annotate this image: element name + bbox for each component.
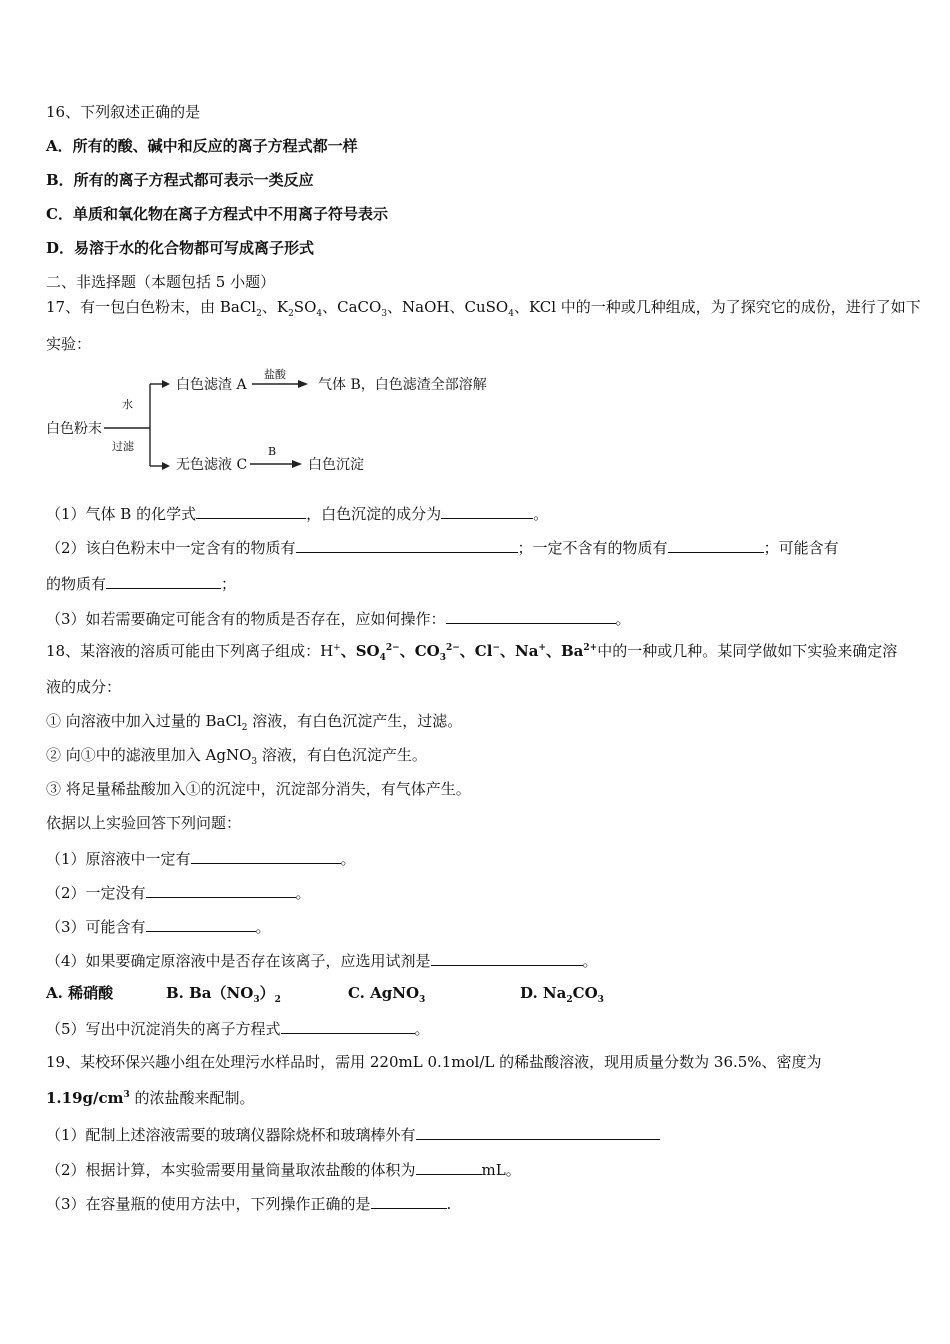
q19-part3 <box>46 1192 451 1212</box>
subscript: 3 <box>253 995 260 1005</box>
subscript: 2 <box>274 995 281 1005</box>
q18-part-text: 。 <box>255 918 271 936</box>
subscript: 4 <box>316 309 323 319</box>
q17-stem-part: 、NaOH、CuSO <box>387 298 509 316</box>
q18-part-text: 。 <box>340 850 356 868</box>
q18-part-text: 。 <box>582 952 598 970</box>
q18-part2 <box>46 881 311 901</box>
q17-stem <box>46 297 921 317</box>
q16-option-a: A．所有的酸、碱中和反应的离子方程式都一样 <box>46 137 358 155</box>
diagram-residue-a: 白色滤渣 A <box>176 377 247 393</box>
arrowhead-top <box>162 380 170 388</box>
subscript: 4 <box>508 309 514 319</box>
q18-step-text: 溶液，有白色沉淀产生，过滤。 <box>247 712 463 730</box>
answer-blank[interactable] <box>196 502 306 519</box>
subscript: 3 <box>439 653 446 663</box>
diagram-filter: 过滤 <box>112 440 134 453</box>
q18-part1 <box>46 847 356 867</box>
superscript: − <box>492 643 500 653</box>
q18-stem-part: 18、某溶液的溶质可能由下列离子组成：H <box>46 642 334 660</box>
q17-part1-text: 。 <box>533 505 549 523</box>
superscript: + <box>538 643 546 653</box>
answer-blank[interactable] <box>106 572 221 589</box>
subscript: 2 <box>241 723 248 733</box>
q16-stem-text: 16、下列叙述正确的是 <box>46 103 201 121</box>
subscript: 2 <box>566 995 573 1005</box>
answer-blank[interactable] <box>281 1017 415 1034</box>
q17-part2-text: ；可能含有 <box>763 539 839 557</box>
q17-part2-text: ；一定不含有的物质有 <box>517 539 668 557</box>
q18-intro: 依据以上实验回答下列问题： <box>46 814 242 832</box>
q17-stem-part: SO <box>293 298 317 316</box>
q18-step1 <box>46 711 462 731</box>
flow-arrows <box>46 366 566 478</box>
superscript: 2+ <box>583 643 598 653</box>
q18-part-text: （1）原溶液中一定有 <box>46 850 191 868</box>
option-text: D. Na <box>520 984 567 1002</box>
q17-part2-text: （2）该白色粉末中一定含有的物质有 <box>46 539 296 557</box>
diagram-acid: 盐酸 <box>264 368 286 381</box>
q18-step2 <box>46 745 427 765</box>
q18-part-text: 。 <box>295 884 311 902</box>
q18-part-text: （4）如果要确定原溶液中是否存在该离子，应选用试剂是 <box>46 952 431 970</box>
q19-part2 <box>46 1158 521 1178</box>
arrowhead-reagent-b <box>292 460 302 468</box>
q17-flow-diagram <box>46 366 566 478</box>
subscript: 3 <box>597 995 604 1005</box>
q17-part2-text: ； <box>221 575 237 593</box>
q18-step-text: ② 向①中的滤液里加入 AgNO <box>46 746 252 764</box>
q17-part3-text: 。 <box>615 610 631 628</box>
section-heading: 二、非选择题（本题包括 5 小题） <box>46 273 276 291</box>
answer-blank[interactable] <box>296 536 518 553</box>
q18-option-c <box>348 983 425 1003</box>
superscript: 2− <box>385 643 400 653</box>
q19-part-text: . <box>446 1195 452 1213</box>
q18-step3: ③ 将足量稀盐酸加入①的沉淀中，沉淀部分消失，有气体产生。 <box>46 780 471 798</box>
q18-part-text: （3）可能含有 <box>46 918 146 936</box>
diagram-reagent-b: B <box>268 445 277 458</box>
q18-stem-line2: 液的成分： <box>46 678 122 696</box>
q18-part4 <box>46 949 598 969</box>
q19-part-text: （1）配制上述溶液需要的玻璃仪器除烧杯和玻璃棒外有 <box>46 1126 416 1144</box>
subscript: 3 <box>251 757 258 767</box>
q18-stem-part: 、SO <box>340 642 380 660</box>
answer-blank[interactable] <box>446 607 616 624</box>
superscript: 2− <box>445 643 460 653</box>
q17-stem-part: 、CaCO <box>322 298 382 316</box>
q18-part3 <box>46 915 271 935</box>
q18-part-text: 。 <box>414 1020 430 1038</box>
answer-blank[interactable] <box>146 881 296 898</box>
arrowhead-acid <box>298 380 308 388</box>
answer-blank[interactable] <box>416 1158 482 1175</box>
q18-part-text: （5）写出中沉淀消失的离子方程式 <box>46 1020 281 1038</box>
q17-stem-part: 、K <box>261 298 289 316</box>
q17-part2 <box>46 536 839 556</box>
q16-option-d: D．易溶于水的化合物都可写成离子形式 <box>46 239 315 257</box>
option-text: ） <box>259 984 275 1002</box>
answer-blank[interactable] <box>146 915 256 932</box>
q18-stem-part: 中的一种或几种。某同学做如下实验来确定溶 <box>597 642 898 660</box>
q16-option-b: B．所有的离子方程式都可表示一类反应 <box>46 171 314 189</box>
q18-part-text: （2）一定没有 <box>46 884 146 902</box>
diagram-result-a: 气体 B，白色滤渣全部溶解 <box>318 377 487 393</box>
arrowhead-bottom <box>162 462 170 470</box>
q17-part1-text: （1）气体 B 的化学式 <box>46 505 197 523</box>
q17-part1-text: ，白色沉淀的成分为 <box>306 505 442 523</box>
option-text: C. AgNO <box>348 984 420 1002</box>
q19-stem-part: 1.19g/cm <box>46 1089 124 1107</box>
subscript: 3 <box>419 995 426 1005</box>
answer-blank[interactable] <box>416 1123 660 1140</box>
subscript: 2 <box>288 309 294 319</box>
answer-blank[interactable] <box>371 1192 447 1209</box>
diagram-water: 水 <box>122 398 133 411</box>
q19-part-text: （3）在容量瓶的使用方法中，下列操作正确的是 <box>46 1195 371 1213</box>
superscript: + <box>333 643 341 653</box>
q17-stem-part: 17、有一包白色粉末，由 BaCl <box>46 298 257 316</box>
q18-option-d <box>520 983 604 1003</box>
q19-part-text: （2）根据计算，本实验需要用量筒量取浓盐酸的体积为 <box>46 1161 416 1179</box>
subscript: 3 <box>381 309 388 319</box>
q18-options <box>46 983 908 1003</box>
q16-stem <box>46 102 200 122</box>
option-text: B. Ba（NO <box>166 984 254 1002</box>
q19-part-text: mL。 <box>481 1161 521 1179</box>
q19-stem-line2 <box>46 1088 255 1108</box>
answer-blank[interactable] <box>431 949 583 966</box>
q17-part3-text: （3）如若需要确定可能含有的物质是否存在，应如何操作： <box>46 610 446 628</box>
q17-stem-line2: 实验： <box>46 335 92 353</box>
q18-step-text: 溶液，有白色沉淀产生。 <box>257 746 427 764</box>
q18-stem-part: 、Na <box>499 642 539 660</box>
q17-part3 <box>46 607 631 627</box>
q17-part2-line2 <box>46 572 236 592</box>
answer-blank[interactable] <box>441 502 533 519</box>
subscript: 2 <box>256 309 262 319</box>
q18-stem-part: 、Ba <box>545 642 584 660</box>
superscript: 3 <box>123 1090 130 1100</box>
q17-part2-text: 的物质有 <box>46 575 107 593</box>
q19-part1 <box>46 1123 660 1143</box>
q18-option-a: A. 稀硝酸 <box>46 984 114 1002</box>
q19-stem-part: 的浓盐酸来配制。 <box>129 1089 255 1107</box>
q18-stem-part: 、CO <box>399 642 440 660</box>
q18-stem <box>46 641 897 661</box>
q18-part5 <box>46 1017 430 1037</box>
diagram-start: 白色粉末 <box>46 421 102 437</box>
q17-part1 <box>46 502 548 522</box>
q16-option-c: C．单质和氧化物在离子方程式中不用离子符号表示 <box>46 205 388 223</box>
diagram-filtrate-c: 无色滤液 C <box>176 457 248 473</box>
q18-stem-part: 、Cl <box>459 642 493 660</box>
subscript: 4 <box>379 653 386 663</box>
option-text: CO <box>572 984 598 1002</box>
q18-step-text: ① 向溶液中加入过量的 BaCl <box>46 712 242 730</box>
answer-blank[interactable] <box>668 536 764 553</box>
diagram-result-c: 白色沉淀 <box>308 457 364 473</box>
q17-stem-part: 、KCl 中的一种或几种组成，为了探究它的成份，进行了如下 <box>513 298 921 316</box>
answer-blank[interactable] <box>191 847 341 864</box>
q19-stem: 19、某校环保兴趣小组在处理污水样品时，需用 220mL 0.1mol/L 的稀盐酸溶液，现用质量分数为 36.5%、密度为 <box>46 1053 822 1071</box>
q18-option-b <box>166 983 281 1003</box>
